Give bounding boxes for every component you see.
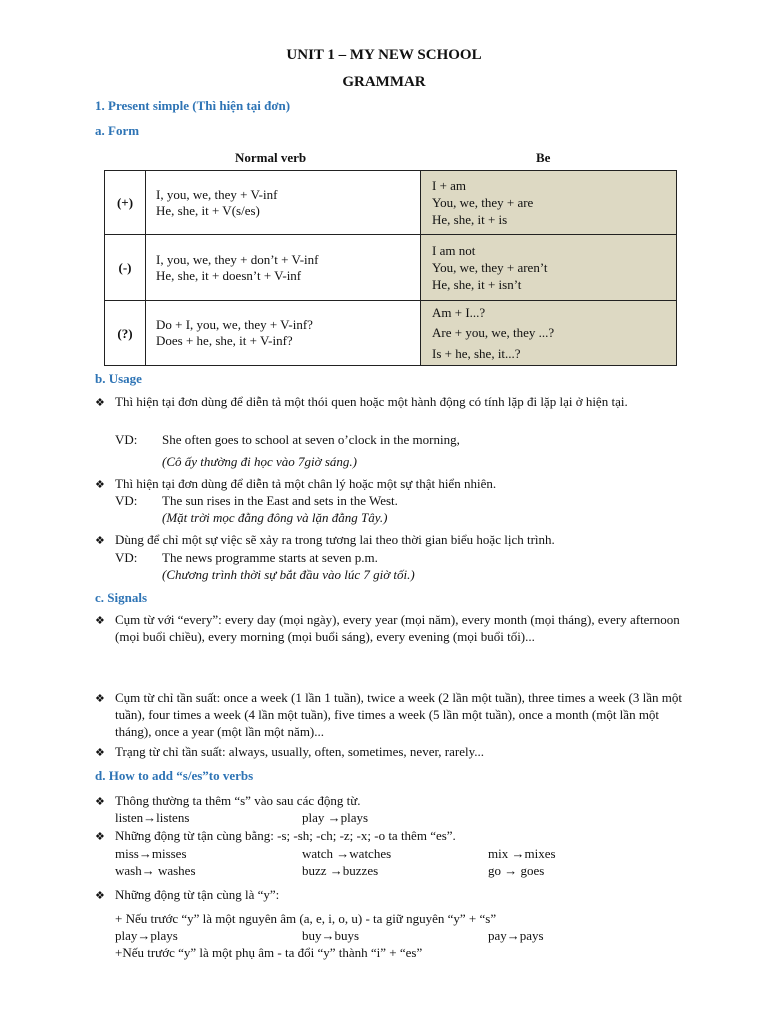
table-row xyxy=(105,235,677,301)
form-table xyxy=(104,170,677,366)
normal-verb-cell xyxy=(146,235,421,301)
bullet-icon: ❖ xyxy=(95,890,105,902)
cell-line: I + am xyxy=(432,178,467,193)
rule-subtext: + Nếu trước “y” là một nguyên âm (a, e, i, o, u) - ta giữ nguyên “y” + “s” xyxy=(115,911,497,926)
sign-cell: (+) xyxy=(105,171,146,235)
bullet-icon: ❖ xyxy=(95,747,105,759)
usage-heading: b. Usage xyxy=(95,371,142,386)
example-word: wash→ washes xyxy=(115,863,196,878)
be-cell xyxy=(421,235,677,301)
cell-line: You, we, they + are xyxy=(432,195,534,210)
section-heading-present-simple: 1. Present simple (Thì hiện tại đơn) xyxy=(95,98,291,113)
example-label: VD: xyxy=(115,432,138,447)
example-word: go → goes xyxy=(488,863,545,878)
cell-line: Am + I...? xyxy=(432,304,486,320)
rule-text: Thông thường ta thêm “s” vào sau các động từ. xyxy=(115,793,361,808)
cell-line: Do + I, you, we, they + V-inf? xyxy=(156,317,313,332)
bullet-icon: ❖ xyxy=(95,693,105,705)
example-text: The news programme starts at seven p.m. xyxy=(162,550,378,565)
example-translation: (Mặt trời mọc đằng đông và lặn đằng Tây.) xyxy=(162,510,388,525)
example-word: play→plays xyxy=(115,928,178,943)
column-header-normal-verb: Normal verb xyxy=(235,150,307,165)
cell-line: I, you, we, they + don’t + V-inf xyxy=(156,251,319,267)
example-word: buy→buys xyxy=(302,928,360,943)
be-cell xyxy=(421,301,677,366)
signals-heading: c. Signals xyxy=(95,590,148,605)
cell-line: He, she, it + doesn’t + V-inf xyxy=(156,267,302,283)
cell-line: Are + you, we, they ...? xyxy=(432,324,555,340)
form-heading: a. Form xyxy=(95,123,140,138)
bullet-icon: ❖ xyxy=(95,796,105,808)
example-word: miss→misses xyxy=(115,846,187,861)
example-word: listen→listens xyxy=(115,810,190,825)
example-word: buzz →buzzes xyxy=(302,863,379,878)
rule-subtext: +Nếu trước “y” là một phụ âm - ta đổi “y” thành “i” + “es” xyxy=(115,945,423,960)
add-s-heading: d. How to add “s/es”to verbs xyxy=(95,768,254,783)
table-row xyxy=(105,171,677,235)
sign-cell: (-) xyxy=(105,235,146,301)
example-word: play →plays xyxy=(302,810,369,825)
example-translation: (Chương trình thời sự bắt đầu vào lúc 7 giờ tối.) xyxy=(162,567,415,582)
example-word: pay→pays xyxy=(488,928,544,943)
rule-text: Những động từ tận cùng bằng: -s; -sh; -ch; -z; -x; -o ta thêm “es”. xyxy=(115,828,456,843)
example-text: She often goes to school at seven o’clock in the morning, xyxy=(162,432,460,447)
bullet-icon: ❖ xyxy=(95,831,105,843)
cell-line: He, she, it + is xyxy=(432,212,508,227)
column-header-be: Be xyxy=(536,150,551,165)
cell-line: Does + he, she, it + V-inf? xyxy=(156,333,293,348)
sign-cell: (?) xyxy=(105,301,146,366)
bullet-icon: ❖ xyxy=(95,615,105,627)
cell-line: Is + he, she, it...? xyxy=(432,345,521,361)
example-label: VD: xyxy=(115,493,138,508)
usage-item-text: Thì hiện tại đơn dùng để diễn tả một chân lý hoặc một sự thật hiển nhiên. xyxy=(115,476,497,491)
rule-text: Những động từ tận cùng là “y”: xyxy=(115,887,280,902)
bullet-icon: ❖ xyxy=(95,397,105,409)
example-text: The sun rises in the East and sets in the West. xyxy=(162,493,398,508)
cell-line: He, she, it + V(s/es) xyxy=(156,202,260,218)
signal-item-text: Cụm từ chỉ tần suất: once a week (1 lần 1 tuần), twice a week (2 lần một tuần), three times a week (3 lần một tuần), four times a week (4 lần một tuần), five times a week (5 lần một tuần), once a month (một lần một tháng), once a year (một lần một năm)... xyxy=(115,690,682,739)
bullet-icon: ❖ xyxy=(95,479,105,491)
signal-item-text: Trạng từ chỉ tần suất: always, usually, often, sometimes, never, rarely... xyxy=(115,744,484,759)
page-subtitle: GRAMMAR xyxy=(342,74,426,90)
table-row xyxy=(105,301,677,366)
example-word: watch →watches xyxy=(302,846,392,861)
usage-item-text: Thì hiện tại đơn dùng để diễn tả một thói quen hoặc một hành động có tính lặp đi lặp lại ở hiện tại. xyxy=(115,394,628,409)
normal-verb-cell xyxy=(146,171,421,235)
cell-line: I, you, we, they + V-inf xyxy=(156,186,278,202)
example-word: mix →mixes xyxy=(488,846,556,861)
page-title: UNIT 1 – MY NEW SCHOOL xyxy=(286,47,482,63)
bullet-icon: ❖ xyxy=(95,535,105,547)
signal-item-text: Cụm từ với “every”: every day (mọi ngày), every year (mọi năm), every month (mọi tháng), every afternoon (mọi buổi chiều), every morning (mọi buổi sáng), every evening (mọi buổi tối)... xyxy=(115,612,680,644)
cell-line: He, she, it + isn’t xyxy=(432,277,522,292)
example-label: VD: xyxy=(115,550,138,565)
cell-line: I am not xyxy=(432,243,476,258)
be-cell xyxy=(421,171,677,235)
example-translation: (Cô ấy thường đi học vào 7giờ sáng.) xyxy=(162,454,357,469)
usage-item-text: Dùng để chỉ một sự việc sẽ xảy ra trong tương lai theo thời gian biểu hoặc lịch trình. xyxy=(115,532,555,547)
cell-line: You, we, they + aren’t xyxy=(432,260,548,275)
normal-verb-cell xyxy=(146,301,421,366)
